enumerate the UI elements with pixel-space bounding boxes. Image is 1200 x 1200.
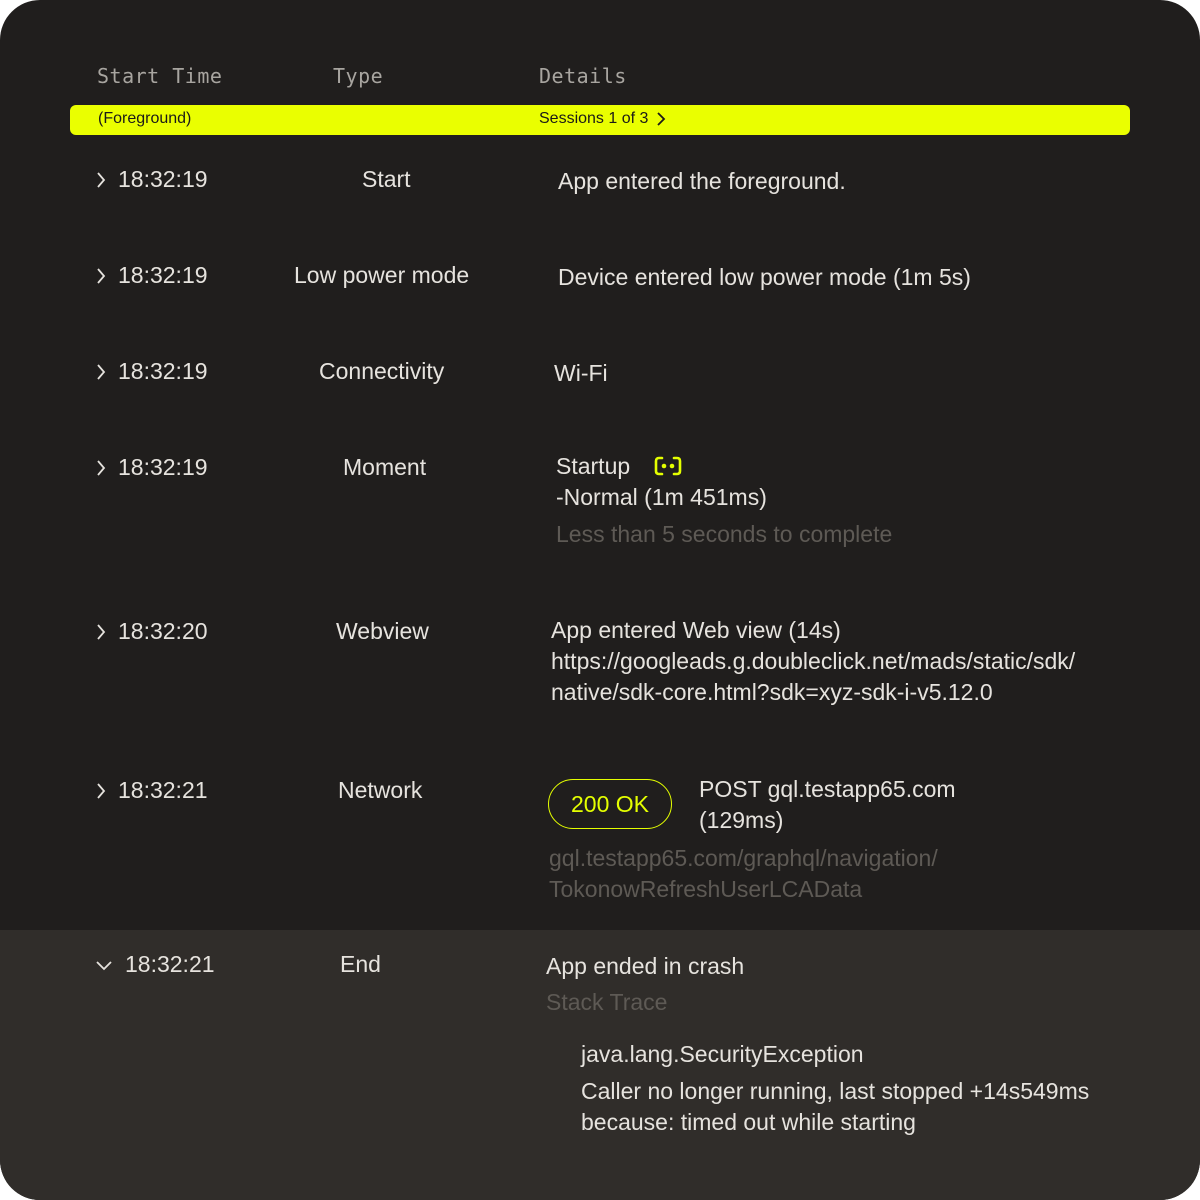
session-state-label: (Foreground) [98, 110, 192, 127]
event-time: 18:32:19 [118, 262, 208, 288]
chevron-right-icon[interactable] [94, 171, 108, 189]
stack-trace [581, 1039, 1089, 1138]
webview-url-line[interactable]: native/sdk-core.html?sdk=xyz-sdk-i-v5.12.0 [551, 679, 993, 705]
detail-line [556, 451, 892, 482]
chevron-right-icon[interactable] [94, 459, 108, 477]
chevron-right-icon[interactable] [94, 782, 108, 800]
status-badge-label: 200 OK [548, 779, 672, 829]
detail-line: Wi-Fi [554, 360, 608, 386]
column-header-type[interactable]: Type [333, 64, 384, 88]
webview-url-line[interactable]: https://googleads.g.doubleclick.net/mads/static/sdk/ [551, 648, 1076, 674]
moment-description: Less than 5 seconds to complete [556, 521, 893, 547]
trace-line: Caller no longer running, last stopped +14s549ms [581, 1078, 1090, 1104]
detail-line: App entered Web view (14s) [551, 617, 841, 643]
chevron-right-icon[interactable] [656, 112, 666, 126]
event-details [554, 358, 608, 389]
detail-line: Device entered low power mode (1m 5s) [558, 264, 971, 290]
event-type: End [340, 951, 381, 977]
session-bar [70, 105, 1130, 135]
detail-line: App ended in crash [546, 953, 745, 979]
detail-line: App entered the foreground. [558, 168, 846, 194]
event-time: 18:32:21 [118, 777, 208, 803]
stack-trace-label[interactable]: Stack Trace [546, 989, 668, 1015]
trace-line: because: timed out while starting [581, 1109, 916, 1135]
sessions-count-label: Sessions 1 of 3 [539, 110, 649, 127]
event-type: Network [338, 777, 423, 803]
event-type: Webview [336, 618, 429, 644]
event-time: 18:32:19 [118, 454, 208, 480]
network-path-line: gql.testapp65.com/graphql/navigation/ [549, 845, 938, 871]
moment-name: Startup [556, 453, 631, 479]
event-time: 18:32:19 [118, 358, 208, 384]
network-path-line: TokonowRefreshUserLCAData [549, 876, 863, 902]
exception-name: java.lang.SecurityException [581, 1041, 864, 1067]
chevron-right-icon[interactable] [94, 623, 108, 641]
event-details [556, 451, 892, 550]
event-type: Start [362, 166, 411, 192]
chevron-right-icon[interactable] [94, 267, 108, 285]
status-badge [548, 779, 672, 829]
event-time: 18:32:19 [118, 166, 208, 192]
event-type: Low power mode [294, 262, 470, 288]
column-header-start-time[interactable]: Start Time [97, 64, 223, 88]
event-details [699, 774, 956, 836]
network-path [549, 843, 938, 905]
detail-line: -Normal (1m 451ms) [556, 484, 767, 510]
event-type: Connectivity [319, 358, 445, 384]
event-details [558, 166, 846, 197]
detail-line: (129ms) [699, 807, 784, 833]
event-details [546, 951, 744, 1018]
column-header-details[interactable]: Details [539, 64, 627, 88]
detail-line: POST gql.testapp65.com [699, 776, 956, 802]
moment-badge-icon[interactable] [653, 455, 683, 477]
event-type: Moment [343, 454, 427, 480]
event-details [558, 262, 971, 293]
sessions-pager[interactable] [539, 110, 666, 128]
event-time: 18:32:20 [118, 618, 208, 644]
chevron-down-icon[interactable] [95, 958, 113, 972]
event-details [551, 615, 1075, 708]
chevron-right-icon[interactable] [94, 363, 108, 381]
event-time: 18:32:21 [125, 951, 215, 977]
